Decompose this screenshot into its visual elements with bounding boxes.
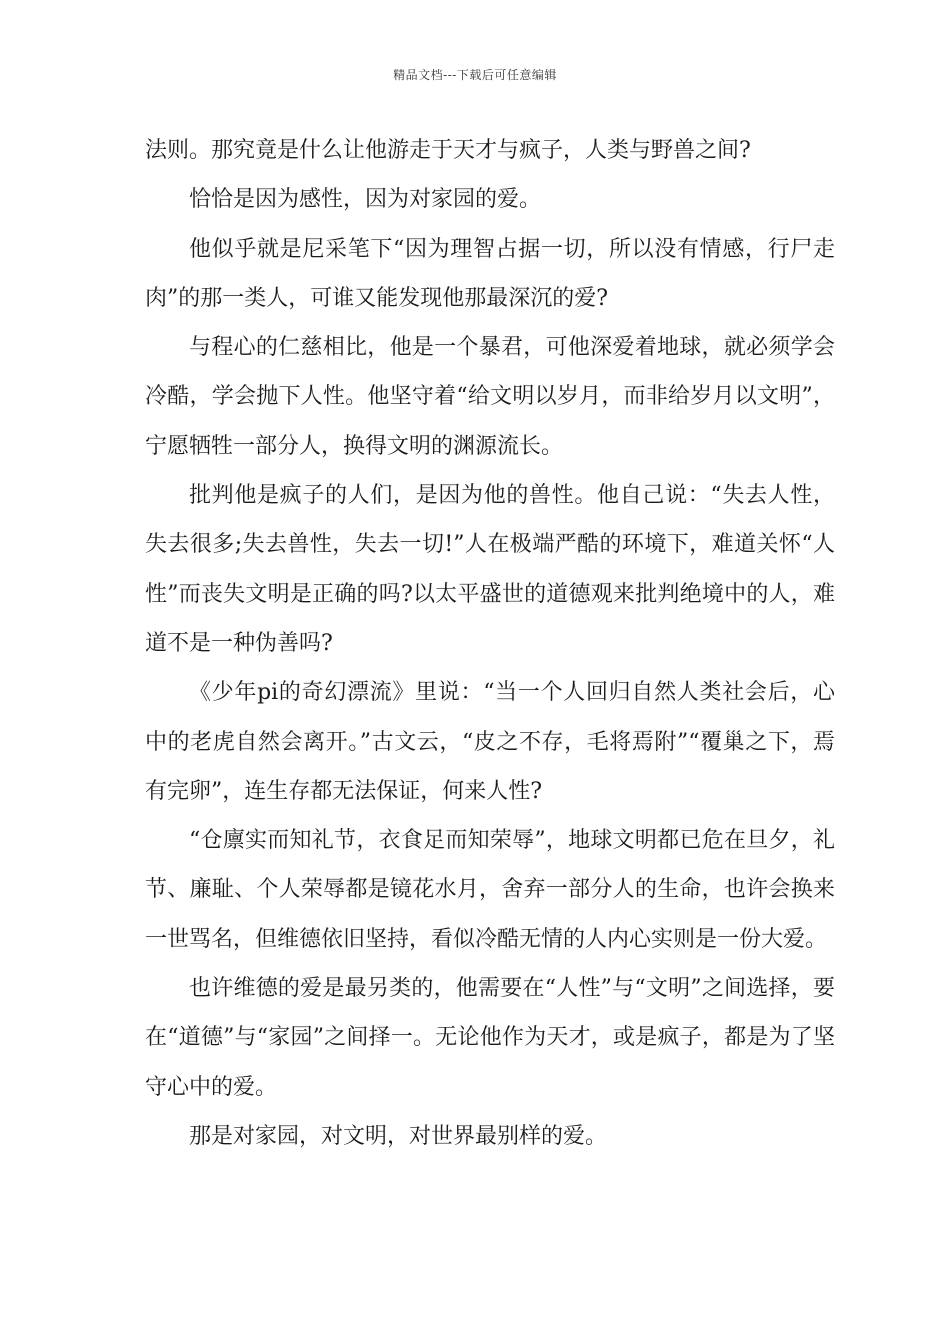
paragraph-3: 他似乎就是尼采笔下“因为理智占据一切，所以没有情感，行尸走肉”的那一类人，可谁又能发现他那最深沉的爱? (145, 236, 835, 311)
paragraph-5: 批判他是疯子的人们，是因为他的兽性。他自己说：“失去人性，失去很多;失去兽性，失去一切!”人在极端严酷的环境下，难道关怀“人性”而丧失文明是正确的吗?以太平盛世的道德观来批判绝境中的人，难道不是一种伪善吗? (145, 483, 835, 656)
paragraph-2: 恰恰是因为感性，因为对家园的爱。 (189, 187, 542, 213)
paragraph-4: 与程心的仁慈相比，他是一个暴君，可他深爱着地球，就必须学会冷酷，学会抛下人性。他坚守着“给文明以岁月，而非给岁月以文明”，宁愿牺牲一部分人，换得文明的渊源流长。 (145, 335, 835, 459)
document-body (145, 126, 835, 1161)
paragraph-9: 那是对家园，对文明，对世界最别样的爱。 (189, 1123, 608, 1149)
paragraph-8: 也许维德的爱是最另类的，他需要在“人性”与“文明”之间选择，要在“道德”与“家园”之间择一。无论他作为天才，或是疯子，都是为了坚守心中的爱。 (145, 976, 835, 1100)
paragraph-1: 法则。那究竟是什么让他游走于天才与疯子，人类与野兽之间? (145, 138, 751, 163)
paragraph-7: “仓廪实而知礼节，衣食足而知荣辱”，地球文明都已危在旦夕，礼节、廉耻、个人荣辱都是镜花水月，舍弃一部分人的生命，也许会换来一世骂名，但维德依旧坚持，看似冷酷无情的人内心实则是一份大爱。 (145, 828, 835, 952)
page-header: 精品文档---下载后可任意编辑 (393, 68, 557, 82)
paragraph-6: 《少年pi的奇幻漂流》里说：“当一个人回归自然人类社会后，心中的老虎自然会离开。”古文云，“皮之不存，毛将焉附”“覆巢之下，焉有完卵”，连生存都无法保证，何来人性? (145, 680, 835, 804)
